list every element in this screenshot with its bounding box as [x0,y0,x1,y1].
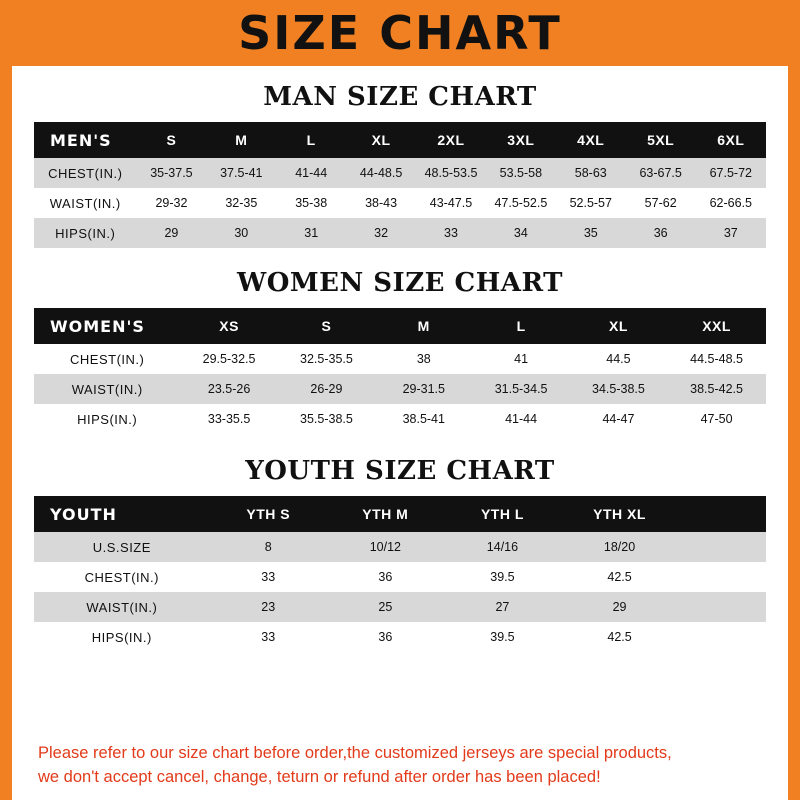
table-row [34,188,766,218]
man-header-cell: XL [346,122,416,158]
table-row [34,158,766,188]
table-cell: 38.5-42.5 [667,374,766,404]
row-label: HIPS(IN.) [34,218,136,248]
table-cell: 33 [210,622,327,652]
table-cell: 44-48.5 [346,158,416,188]
table-cell: 37.5-41 [206,158,276,188]
table-cell: 34 [486,218,556,248]
table-cell-spacer [678,622,766,652]
table-cell: 34.5-38.5 [570,374,667,404]
women-section-title: WOMEN SIZE CHART [237,268,563,298]
table-cell: 39.5 [444,622,561,652]
women-header-cell: XL [570,308,667,344]
table-cell: 36 [327,622,444,652]
youth-size-table [34,496,766,652]
table-cell: 18/20 [561,532,678,562]
table-cell-spacer [678,592,766,622]
women-header-cell: L [472,308,569,344]
table-cell: 41-44 [276,158,346,188]
table-cell: 37 [696,218,766,248]
row-label: WAIST(IN.) [34,592,210,622]
table-cell: 39.5 [444,562,561,592]
man-size-table [34,122,766,248]
table-cell: 35 [556,218,626,248]
table-cell: 36 [626,218,696,248]
table-cell: 47-50 [667,404,766,434]
table-cell: 38 [375,344,472,374]
table-row [34,562,766,592]
footnote-line-2: we don't accept cancel, change, teturn or refund after order has been placed! [38,768,601,787]
row-label: CHEST(IN.) [34,562,210,592]
content [12,82,788,652]
man-header-cell: L [276,122,346,158]
man-header-label: MEN'S [34,122,136,158]
row-label: CHEST(IN.) [34,344,180,374]
man-header-cell: 6XL [696,122,766,158]
table-cell: 23.5-26 [180,374,277,404]
table-header-row [34,122,766,158]
table-row [34,374,766,404]
row-label: U.S.SIZE [34,532,210,562]
table-cell: 62-66.5 [696,188,766,218]
table-cell: 30 [206,218,276,248]
table-cell: 26-29 [278,374,375,404]
table-cell: 31 [276,218,346,248]
table-cell: 38-43 [346,188,416,218]
table-cell: 58-63 [556,158,626,188]
table-cell: 38.5-41 [375,404,472,434]
youth-header-spacer [678,496,766,532]
table-cell: 35.5-38.5 [278,404,375,434]
women-header-cell: M [375,308,472,344]
youth-section-title: YOUTH SIZE CHART [245,456,555,486]
table-cell: 42.5 [561,562,678,592]
table-cell: 35-38 [276,188,346,218]
row-label: CHEST(IN.) [34,158,136,188]
table-cell: 8 [210,532,327,562]
women-header-cell: S [278,308,375,344]
footnote [24,742,776,790]
banner [0,0,800,66]
table-cell: 25 [327,592,444,622]
table-cell: 33-35.5 [180,404,277,434]
youth-header-cell: YTH S [210,496,327,532]
table-row [34,532,766,562]
banner-title: SIZE CHART [238,6,562,60]
table-cell: 29-31.5 [375,374,472,404]
row-label: HIPS(IN.) [34,622,210,652]
table-cell: 23 [210,592,327,622]
man-section-title: MAN SIZE CHART [263,82,537,112]
table-cell: 67.5-72 [696,158,766,188]
man-header-cell: 2XL [416,122,486,158]
table-cell: 44.5 [570,344,667,374]
table-cell: 35-37.5 [136,158,206,188]
youth-header-label: YOUTH [34,496,210,532]
table-cell: 47.5-52.5 [486,188,556,218]
table-header-row [34,308,766,344]
table-cell: 29 [561,592,678,622]
man-header-cell: S [136,122,206,158]
table-cell: 36 [327,562,444,592]
youth-header-cell: YTH XL [561,496,678,532]
table-cell: 63-67.5 [626,158,696,188]
man-header-cell: M [206,122,276,158]
women-size-table [34,308,766,434]
table-cell: 33 [210,562,327,592]
youth-header-cell: YTH M [327,496,444,532]
women-header-label: WOMEN'S [34,308,180,344]
table-row [34,218,766,248]
table-cell: 27 [444,592,561,622]
row-label: HIPS(IN.) [34,404,180,434]
table-cell: 29-32 [136,188,206,218]
table-cell: 14/16 [444,532,561,562]
women-header-cell: XS [180,308,277,344]
man-header-cell: 5XL [626,122,696,158]
table-cell: 41 [472,344,569,374]
women-header-cell: XXL [667,308,766,344]
table-cell: 32 [346,218,416,248]
table-row [34,344,766,374]
youth-header-cell: YTH L [444,496,561,532]
table-row [34,622,766,652]
table-cell: 44.5-48.5 [667,344,766,374]
table-header-row [34,496,766,532]
man-header-cell: 4XL [556,122,626,158]
table-cell: 29 [136,218,206,248]
row-label: WAIST(IN.) [34,188,136,218]
table-row [34,592,766,622]
table-cell: 57-62 [626,188,696,218]
table-cell-spacer [678,562,766,592]
footnote-line-1: Please refer to our size chart before order,the customized jerseys are special products, [38,744,672,763]
table-cell: 33 [416,218,486,248]
table-cell: 48.5-53.5 [416,158,486,188]
table-cell: 53.5-58 [486,158,556,188]
table-cell: 32-35 [206,188,276,218]
table-cell: 42.5 [561,622,678,652]
table-cell: 31.5-34.5 [472,374,569,404]
table-cell: 52.5-57 [556,188,626,218]
table-cell: 44-47 [570,404,667,434]
table-cell: 32.5-35.5 [278,344,375,374]
row-label: WAIST(IN.) [34,374,180,404]
table-cell: 29.5-32.5 [180,344,277,374]
table-cell: 10/12 [327,532,444,562]
table-cell: 43-47.5 [416,188,486,218]
table-cell-spacer [678,532,766,562]
man-header-cell: 3XL [486,122,556,158]
table-cell: 41-44 [472,404,569,434]
table-row [34,404,766,434]
